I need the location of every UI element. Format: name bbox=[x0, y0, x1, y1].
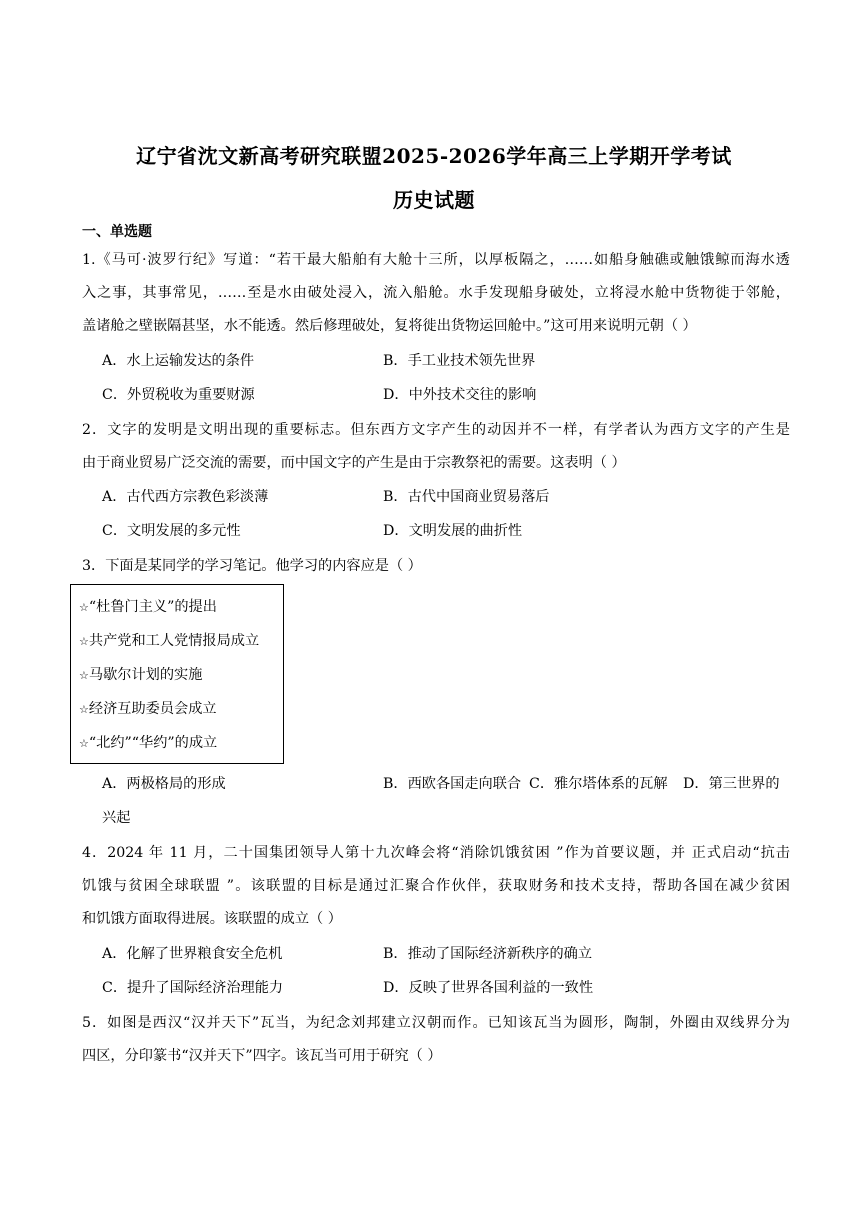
star-icon: ☆ bbox=[79, 635, 89, 648]
study-note-item: ☆马歇尔计划的实施 bbox=[79, 667, 203, 683]
question-3-option-d-wrap: 兴起 bbox=[102, 810, 131, 826]
question-2-line-2: 由于商业贸易广泛交流的需要，而中国文字的产生是由于宗教祭祀的需要。这表明（ ） bbox=[82, 455, 626, 471]
question-1-option-b: B．手工业技术领先世界 bbox=[383, 353, 536, 369]
question-4-line-2: 饥饿与贫困全球联盟 ”。该联盟的目标是通过汇聚合作伙伴，获取财务和技术支持，帮助各国在减少贫困 bbox=[82, 878, 790, 894]
question-4-option-c: C．提升了国际经济治理能力 bbox=[102, 980, 284, 996]
question-2-option-d: D．文明发展的曲折性 bbox=[383, 523, 523, 539]
question-3-option-a: A．两极格局的形成 bbox=[102, 776, 226, 792]
question-4-option-a: A．化解了世界粮食安全危机 bbox=[102, 946, 283, 962]
star-icon: ☆ bbox=[79, 669, 89, 682]
question-3-line-1: 3．下面是某同学的学习笔记。他学习的内容应是（ ） bbox=[82, 558, 422, 574]
question-4-line-3: 和饥饿方面取得进展。该联盟的成立（ ） bbox=[82, 911, 342, 927]
exam-subtitle: 历史试题 bbox=[393, 188, 475, 212]
star-icon: ☆ bbox=[79, 601, 89, 614]
question-4-option-b: B．推动了国际经济新秩序的确立 bbox=[383, 946, 593, 962]
star-icon: ☆ bbox=[79, 737, 89, 750]
study-note-item: ☆经济互助委员会成立 bbox=[79, 701, 217, 717]
question-3-option-d: D．第三世界的 bbox=[683, 776, 780, 792]
question-1-option-c: C．外贸税收为重要财源 bbox=[102, 387, 255, 403]
question-1-option-a: A．水上运输发达的条件 bbox=[102, 353, 255, 369]
question-5-line-2: 四区，分印篆书“汉并天下”四字。该瓦当可用于研究（ ） bbox=[82, 1048, 442, 1064]
section-heading: 一、单选题 bbox=[82, 224, 152, 240]
question-1-line-1: 1.《马可·波罗行纪》写道：“若干最大船舶有大舱十三所，以厚板隔之，……如船身触礁或触饿鲸而海水透 bbox=[82, 252, 790, 268]
study-note-item: ☆“杜鲁门主义”的提出 bbox=[79, 599, 217, 615]
study-notes-box bbox=[70, 584, 284, 764]
question-1-option-d: D．中外技术交往的影响 bbox=[383, 387, 537, 403]
question-3-option-c: C．雅尔塔体系的瓦解 bbox=[529, 776, 668, 792]
question-2-option-c: C．文明发展的多元性 bbox=[102, 523, 241, 539]
study-note-item: ☆共产党和工人党情报局成立 bbox=[79, 633, 260, 649]
question-1-line-2: 入之事，其事常见，……至是水由破处浸入，流入船舱。水手发现船身破处，立将浸水舱中货物徙于邻舱， bbox=[82, 285, 790, 301]
question-2-option-b: B．古代中国商业贸易落后 bbox=[383, 489, 550, 505]
question-2-line-1: 2．文字的发明是文明出现的重要标志。但东西方文字产生的动因并不一样，有学者认为西方文字的产生是 bbox=[82, 422, 790, 438]
question-4-line-1: 4．2024 年 11 月，二十国集团领导人第十九次峰会将“消除饥饿贫困 ”作为首要议题，并 正式启动“抗击 bbox=[82, 845, 790, 861]
question-3-option-b: B．西欧各国走向联合 bbox=[383, 776, 522, 792]
question-2-option-a: A．古代西方宗教色彩淡薄 bbox=[102, 489, 269, 505]
study-note-item: ☆“北约”“华约”的成立 bbox=[79, 735, 218, 751]
exam-title: 辽宁省沈文新高考研究联盟2025-2026学年高三上学期开学考试 bbox=[136, 144, 732, 168]
star-icon: ☆ bbox=[79, 703, 89, 716]
question-4-option-d: D．反映了世界各国利益的一致性 bbox=[383, 980, 594, 996]
question-1-line-3: 盖诸舱之壁嵌隔甚坚，水不能透。然后修理破处，复将徙出货物运回舱中。”这可用来说明元朝（ ） bbox=[82, 318, 697, 334]
question-5-line-1: 5．如图是西汉“汉并天下”瓦当，为纪念刘邦建立汉朝而作。已知该瓦当为圆形，陶制，外圈由双线界分为 bbox=[82, 1015, 790, 1031]
